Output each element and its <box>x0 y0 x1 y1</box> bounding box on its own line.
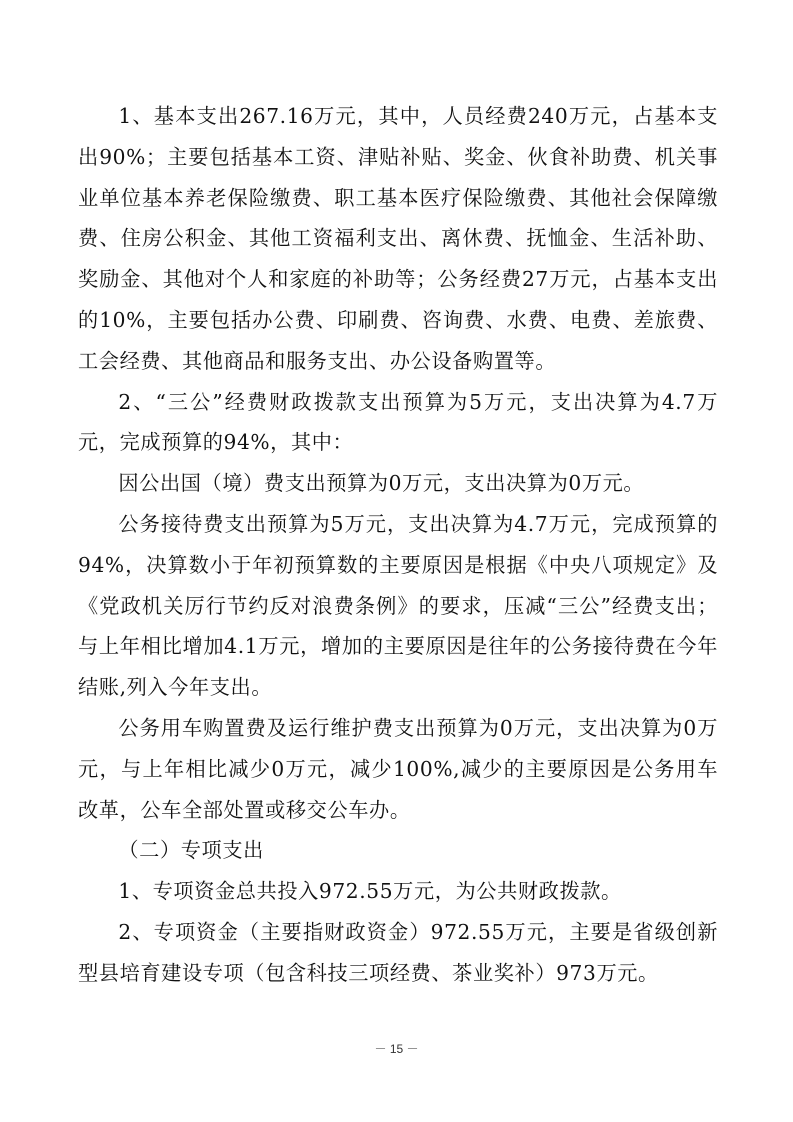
section-heading-special-expenditure: （二）专项支出 <box>118 838 264 863</box>
paragraph-basic-expenditure: 1、基本支出267.16万元，其中，人员经费240万元，占基本支出90%；主要包括基本工资、津贴补贴、奖金、伙食补助费、机关事业单位基本养老保险缴费、职工基本医疗保险缴费、其他社会保障缴费、住房公积金、其他工资福利支出、离休费、抚恤金、生活补助、奖励金、其他对个人和家庭的补助等；公务经费27万元，占基本支出的10%，主要包括办公费、印刷费、咨询费、水费、电费、差旅费、工会经费、其他商品和服务支出、办公设备购置等。 <box>78 104 718 373</box>
paragraph-overseas-travel: 因公出国（境）费支出预算为0万元，支出决算为0万元。 <box>118 471 645 496</box>
paragraph-special-funds-total: 1、专项资金总共投入972.55万元，为公共财政拨款。 <box>118 879 622 904</box>
paragraph-reception-expenses: 公务接待费支出预算为5万元，支出决算为4.7万元，完成预算的94%，决算数小于年初预算数的主要原因是根据《中央八项规定》及《党政机关厉行节约反对浪费条例》的要求，压减“三公”经费支出；与上年相比增加4.1万元，增加的主要原因是往年的公务接待费在今年结账,列入今年支出。 <box>78 511 718 700</box>
document-body <box>78 96 718 994</box>
paragraph-vehicle-expenses: 公务用车购置费及运行维护费支出预算为0万元，支出决算为0万元，与上年相比减少0万元，减少100%,减少的主要原因是公务用车改革，公车全部处置或移交公车办。 <box>78 715 718 822</box>
paragraph-special-funds-detail: 2、专项资金（主要指财政资金）972.55万元，主要是省级创新型县培育建设专项（包含科技三项经费、茶业奖补）973万元。 <box>78 919 718 985</box>
paragraph-three-public-expenses: 2、“三公”经费财政拨款支出预算为5万元，支出决算为4.7万元，完成预算的94%，其中： <box>78 389 718 455</box>
page-number: － 15 － <box>374 1042 419 1056</box>
